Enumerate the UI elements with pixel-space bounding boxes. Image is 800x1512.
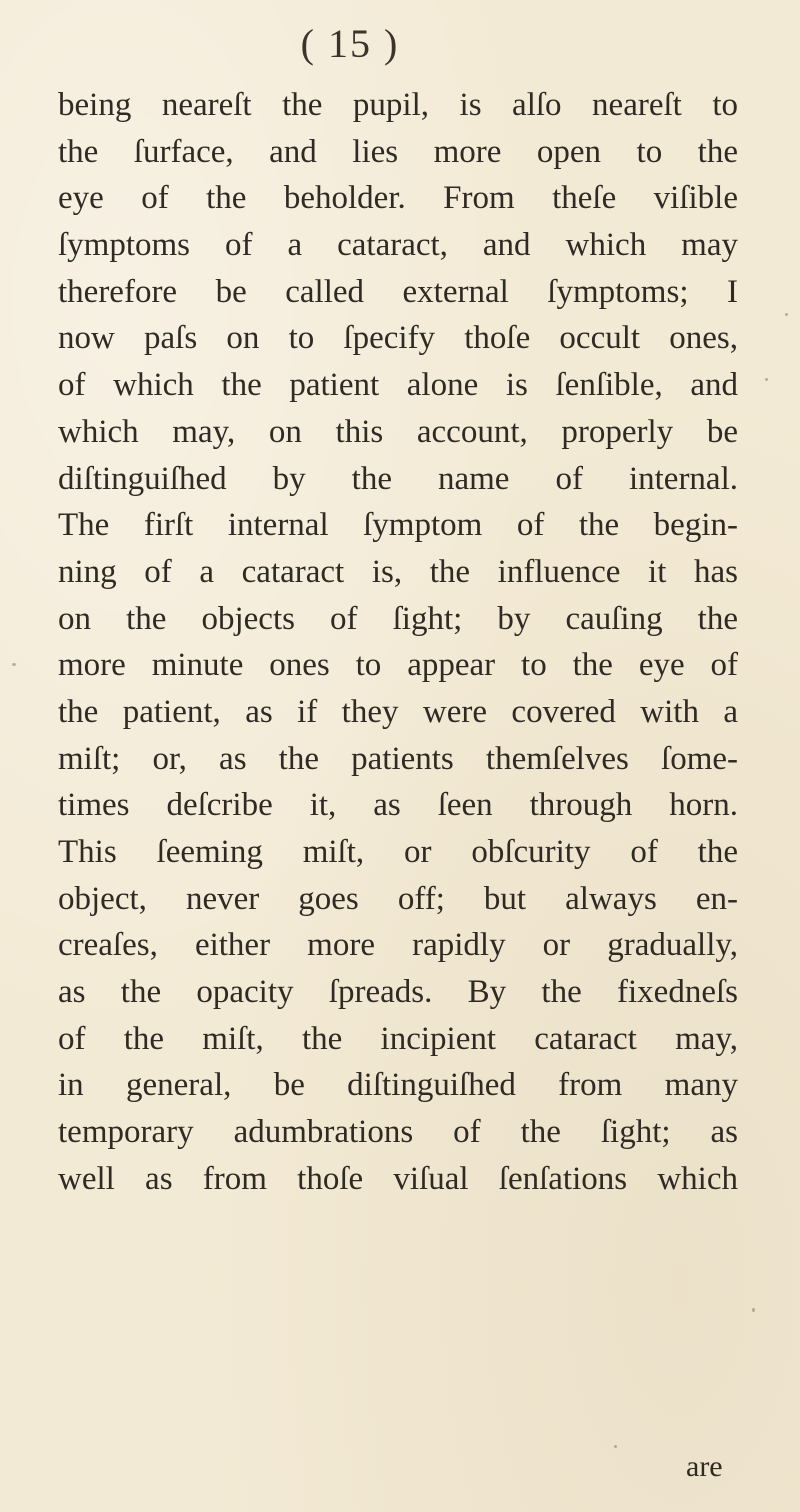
text-line: temporary adumbrations of the ſight; as — [58, 1114, 738, 1151]
text-line: diſtinguiſhed by the name of internal. — [58, 460, 738, 497]
text-line: now paſs on to ſpecify thoſe occult ones, — [58, 320, 738, 357]
text-line: eye of the beholder. From theſe viſible — [58, 180, 738, 217]
text-line: times deſcribe it, as ſeen through horn. — [58, 787, 738, 824]
text-line: more minute ones to appear to the eye of — [58, 647, 738, 684]
page-number: ( 15 ) — [300, 21, 400, 66]
paper-speck — [785, 313, 788, 316]
text-line: as the opacity ſpreads. By the fixedneſs — [58, 974, 738, 1011]
paper-speck — [614, 1445, 617, 1448]
paper-speck — [752, 1308, 755, 1312]
text-line: the ſurface, and lies more open to the — [58, 133, 738, 170]
text-line: of the miſt, the incipient cataract may, — [58, 1020, 738, 1057]
text-line: The firſt internal ſymptom of the begin- — [58, 507, 738, 544]
body-text — [58, 82, 738, 1203]
paper-speck — [12, 663, 16, 666]
text-line: well as from thoſe viſual ſenſations which — [58, 1160, 738, 1197]
text-line: miſt; or, as the patients themſelves ſome- — [58, 740, 738, 777]
text-line: ſymptoms of a cataract, and which may — [58, 227, 738, 264]
text-line: on the objects of ſight; by cauſing the — [58, 600, 738, 637]
text-line: being neareſt the pupil, is alſo neareſt to — [58, 87, 738, 123]
paper-speck — [765, 378, 768, 381]
catchword: are — [686, 1450, 723, 1483]
text-line: creaſes, either more rapidly or gradually, — [58, 927, 738, 964]
text-line: the patient, as if they were covered with a — [58, 693, 738, 730]
text-line: ning of a cataract is, the influence it has — [58, 553, 738, 590]
text-line: object, never goes off; but always en- — [58, 880, 738, 917]
text-line: therefore be called external ſymptoms; I — [58, 273, 738, 310]
text-line: of which the patient alone is ſenſible, and — [58, 367, 738, 404]
text-line: which may, on this account, properly be — [58, 413, 738, 450]
text-line: This ſeeming miſt, or obſcurity of the — [58, 834, 738, 870]
text-line: in general, be diſtinguiſhed from many — [58, 1067, 738, 1104]
